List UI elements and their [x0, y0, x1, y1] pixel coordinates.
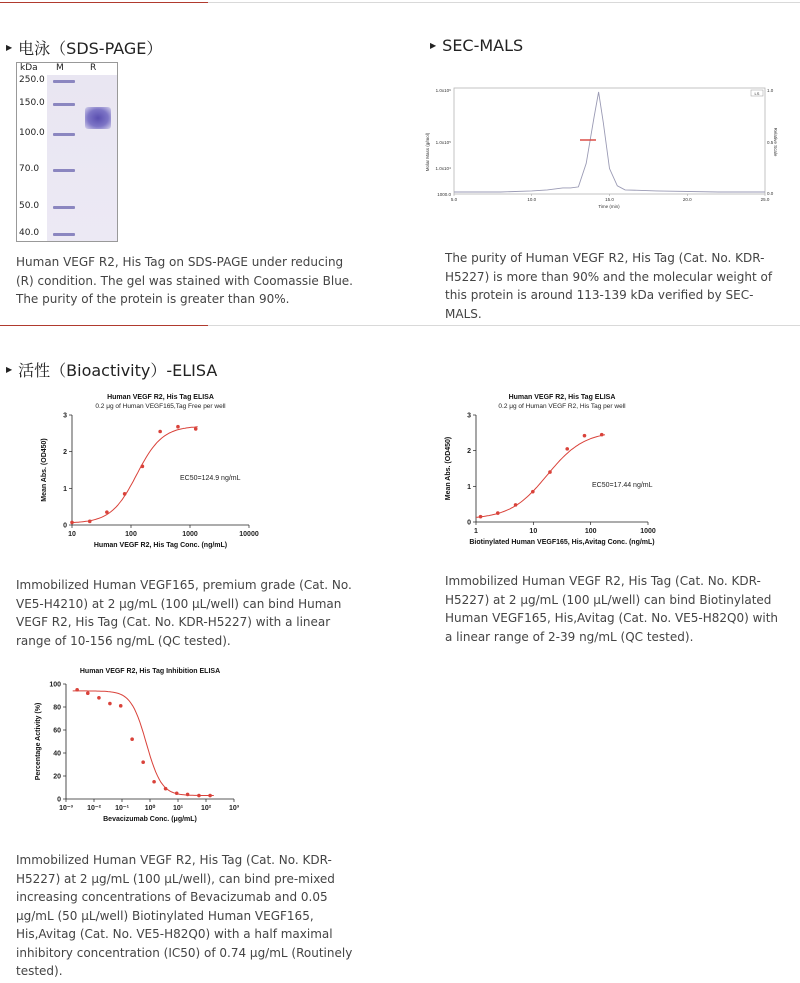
sec-y-tick: 1.0x10⁴ — [435, 166, 451, 171]
bio-title-text: 活性（Bioactivity）-ELISA — [18, 361, 218, 380]
x-tick-label: 10⁻² — [87, 805, 101, 812]
x-tick-label: 10 — [68, 531, 76, 538]
sec-y2-tick: 0.0 — [767, 191, 774, 196]
fit-curve — [476, 435, 605, 518]
y-tick-label: 0 — [57, 796, 61, 804]
data-point — [514, 503, 518, 507]
y-tick-label: 3 — [63, 412, 67, 420]
sec-y2label: Relative Scale — [773, 127, 778, 157]
y-tick-label: 60 — [53, 727, 61, 735]
sec-title-text: SEC-MALS — [442, 36, 524, 55]
y-tick-label: 40 — [53, 750, 61, 758]
sec-x-tick-label: 20.0 — [682, 197, 692, 202]
x-tick-label: 10⁻³ — [59, 805, 73, 812]
gel-unit-label: kDa — [20, 63, 38, 73]
x-tick-label: 10³ — [228, 805, 240, 812]
x-tick-label: 10 — [529, 528, 538, 535]
sec-y-tick: 1.0x10⁶ — [435, 88, 451, 93]
x-axis-label: Bevacizumab Conc. (μg/mL) — [103, 816, 197, 823]
elisa-chart-1 — [22, 388, 272, 560]
data-point — [175, 791, 179, 795]
top-rule-accent — [0, 2, 208, 3]
data-point — [548, 470, 552, 474]
gel-sample-band — [85, 107, 111, 129]
sec-legend-label: LS — [754, 90, 760, 96]
y-tick-label: 1 — [63, 485, 67, 493]
y-tick-label: 20 — [53, 773, 61, 781]
sec-x-tick-label: 15.0 — [605, 197, 614, 202]
data-point — [531, 490, 535, 494]
y-tick-label: 1 — [467, 483, 471, 491]
y-tick-label: 2 — [63, 449, 67, 457]
data-point — [108, 702, 112, 706]
data-point — [130, 737, 134, 741]
y-tick-label: 0 — [467, 519, 471, 527]
data-point — [583, 434, 587, 438]
inhibition-chart — [26, 664, 256, 840]
data-point — [176, 425, 180, 429]
data-point — [479, 515, 483, 519]
gel-marker-band — [53, 206, 75, 209]
x-axis-label: Biotinylated Human VEGF165, His,Avitag Conc. (ng/mL) — [469, 539, 655, 546]
data-point — [97, 696, 101, 700]
sec-chart-bg — [425, 82, 777, 212]
sec-y-tick: 1.0x10⁵ — [435, 140, 451, 145]
gel-marker-label: 150.0 — [19, 98, 45, 108]
x-tick-label: 100 — [584, 528, 597, 535]
gel-lane-m: M — [56, 63, 64, 73]
sds-section-title — [6, 36, 162, 59]
y-tick-label: 2 — [467, 448, 471, 456]
data-point — [186, 793, 190, 797]
ec50-annotation: EC50=17.44 ng/mL — [592, 482, 653, 489]
gel-header — [17, 63, 117, 75]
sec-mals-chart — [425, 82, 777, 212]
sec-y-tick: 1000.0 — [437, 192, 451, 197]
x-tick-label: 1 — [474, 528, 478, 535]
chart-subtitle: 0.2 μg of Human VEGF165,Tag Free per well — [95, 403, 226, 410]
data-point — [141, 760, 145, 764]
x-axis-label: Human VEGF R2, His Tag Conc. (ng/mL) — [93, 542, 228, 549]
section-divider-accent — [0, 325, 208, 326]
sds-gel-image — [16, 62, 118, 242]
gel-marker-band — [53, 133, 75, 136]
gel-marker-label: 100.0 — [19, 128, 45, 138]
sec-y2-tick: 0.5 — [767, 140, 774, 145]
data-point — [141, 465, 145, 469]
data-point — [105, 510, 109, 514]
data-point — [600, 433, 604, 437]
data-point — [119, 704, 123, 708]
section-divider — [0, 325, 800, 326]
x-tick-label: 1000 — [182, 531, 198, 538]
x-tick-label: 1000 — [640, 528, 656, 535]
chart-title: Human VEGF R2, His Tag ELISA — [508, 394, 616, 401]
bullet-triangle-icon: ▶ — [6, 43, 13, 52]
data-point — [152, 780, 156, 784]
sec-xlabel: Time (min) — [598, 204, 620, 209]
gel-marker-label: 250.0 — [19, 75, 45, 85]
data-point — [88, 520, 92, 524]
bullet-triangle-icon: ▶ — [6, 365, 13, 374]
gel-marker-label: 70.0 — [19, 164, 40, 174]
gel-marker-band — [53, 169, 75, 172]
data-point — [164, 787, 168, 791]
elisa-chart-2 — [440, 388, 670, 560]
sec-x-tick-label: 25.0 — [760, 197, 770, 202]
data-point — [86, 691, 90, 695]
x-tick-label: 10000 — [239, 531, 259, 538]
gel-marker-label: 50.0 — [19, 201, 40, 211]
y-tick-label: 3 — [467, 412, 471, 420]
gel-marker-label: 40.0 — [19, 228, 40, 238]
x-tick-label: 10⁻¹ — [115, 805, 129, 812]
sec-x-tick-label: 10.0 — [527, 197, 537, 202]
y-axis-label: Mean Abs. (OD450) — [445, 436, 452, 501]
y-tick-label: 80 — [53, 704, 61, 712]
data-point — [197, 794, 201, 798]
elisa1-caption: Immobilized Human VEGF165, premium grade (Cat. No. VE5-H4210) at 2 μg/mL (100 μL/well) can bind Human VEGF R2, His Tag (Cat. No. KDR-H5227) with a linear range of 10-156 ng/mL (QC tested). — [16, 578, 352, 648]
sds-caption: Human VEGF R2, His Tag on SDS-PAGE under reducing (R) condition. The gel was stained with Coomassie Blue. The purity of the protein is greater than 90%. — [16, 255, 353, 306]
chart-title: Human VEGF R2, His Tag Inhibition ELISA — [79, 668, 221, 675]
fit-curve — [73, 691, 214, 796]
sds-title-text: 电泳（SDS-PAGE） — [18, 39, 163, 58]
bio-section-title — [6, 358, 217, 381]
bullet-triangle-icon: ▶ — [430, 41, 437, 50]
chart-title: Human VEGF R2, His Tag ELISA — [107, 394, 214, 401]
sec-ylabel: Molar Mass (g/mol) — [425, 132, 430, 172]
data-point — [70, 521, 74, 525]
elisa3-caption: Immobilized Human VEGF R2, His Tag (Cat. No. KDR-H5227) at 2 μg/mL (100 μL/well), can bind pre-mixed increasing concentrations of Bevacizumab and 0.05 μg/mL (50 μL/well) Biotinylated Human VEGF165, His,Avitag (Cat. No. VE5-H82Q0) with a half maximal inhibitory concentration (IC50) of 0.74 μg/mL (Routinely tested). — [16, 853, 353, 978]
top-rule — [0, 2, 800, 3]
gel-marker-band — [53, 80, 75, 83]
y-tick-label: 0 — [63, 522, 67, 530]
x-tick-label: 10¹ — [172, 805, 184, 812]
sec-x-tick-label: 5.0 — [450, 197, 458, 202]
y-axis-label: Mean Abs. (OD450) — [41, 438, 48, 502]
data-point — [75, 688, 79, 692]
x-tick-label: 10⁰ — [144, 805, 156, 812]
gel-lanes — [47, 75, 117, 241]
data-point — [208, 794, 212, 798]
sec-y2-tick: 1.0 — [767, 88, 774, 93]
data-point — [194, 427, 198, 431]
data-point — [158, 430, 162, 434]
ec50-annotation: EC50=124.9 ng/mL — [180, 475, 241, 482]
gel-marker-band — [53, 233, 75, 236]
fit-curve — [72, 427, 198, 523]
sec-section-title — [430, 36, 523, 55]
y-tick-label: 100 — [49, 681, 61, 689]
data-point — [123, 492, 127, 496]
x-tick-label: 100 — [125, 531, 137, 538]
y-axis-label: Percentage Activity (%) — [35, 702, 42, 781]
gel-lane-r: R — [90, 63, 97, 73]
elisa2-caption: Immobilized Human VEGF R2, His Tag (Cat. No. KDR-H5227) at 2 μg/mL (100 μL/well) can bind Biotinylated Human VEGF165, His,Avitag (Cat. No. VE5-H82Q0) with a linear range of 2-39 ng/mL (QC tested). — [445, 574, 779, 644]
gel-marker-band — [53, 103, 75, 106]
x-tick-label: 10² — [200, 805, 212, 812]
data-point — [496, 511, 500, 515]
sec-caption: The purity of Human VEGF R2, His Tag (Cat. No. KDR-H5227) is more than 90% and the molecular weight of this protein is around 113-139 kDa verified by SEC-MALS. — [445, 251, 773, 321]
data-point — [565, 447, 569, 451]
chart-subtitle: 0.2 μg of Human VEGF R2, His Tag per well — [498, 403, 626, 410]
